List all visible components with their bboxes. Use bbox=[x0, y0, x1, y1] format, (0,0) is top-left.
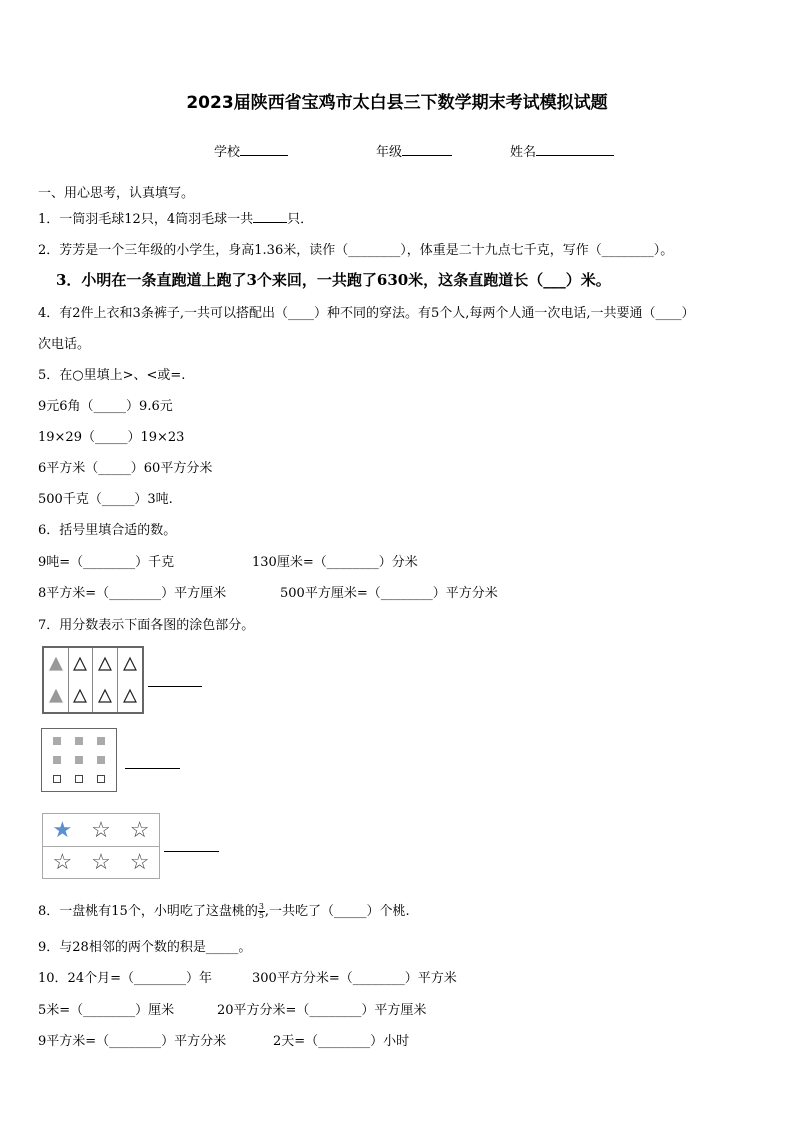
question-4-line-1: 4．有2件上衣和3条裤子,一共可以搭配出（____）种不同的穿法。有5个人,每两个人通一次电话,一共要通（____） bbox=[38, 306, 695, 321]
square-icon bbox=[53, 775, 61, 783]
triangle-icon bbox=[72, 656, 88, 672]
star-icon: ☆ bbox=[120, 846, 159, 878]
square-cell bbox=[90, 750, 112, 769]
figure-3-answer-blank[interactable] bbox=[164, 851, 219, 852]
question-5-item: 19×29（_____）19×23 bbox=[38, 430, 185, 445]
triangle-cell bbox=[118, 680, 143, 712]
question-1-blank[interactable] bbox=[253, 211, 287, 223]
school-field bbox=[214, 141, 288, 160]
section-heading: 一、用心思考，认真填写。 bbox=[38, 186, 195, 201]
filled-triangle-icon bbox=[48, 688, 64, 704]
page-title: 2023届陕西省宝鸡市太白县三下数学期末考试模拟试题 bbox=[186, 93, 608, 113]
question-1 bbox=[38, 208, 313, 227]
question-5: 5．在○里填上>、<或=. bbox=[38, 368, 186, 383]
grade-label: 年级 bbox=[376, 145, 403, 160]
question-6-item: 130厘米=（________）分米 bbox=[252, 555, 418, 570]
grade-blank[interactable] bbox=[402, 144, 452, 156]
filled-square-icon bbox=[97, 756, 105, 764]
question-5-item: 6平方米（_____）60平方分米 bbox=[38, 461, 213, 476]
question-8-text-end: ,一共吃了（_____）个桃. bbox=[264, 904, 410, 919]
question-10-item: 300平方分米=（________）平方米 bbox=[252, 971, 457, 986]
fraction-numerator: 3 bbox=[258, 902, 264, 911]
question-7: 7．用分数表示下面各图的涂色部分。 bbox=[38, 618, 255, 633]
question-10-item: 10．24个月=（________）年 bbox=[38, 971, 212, 986]
filled-square-icon bbox=[53, 756, 61, 764]
question-10-item: 9平方米=（________）平方分米 bbox=[38, 1034, 227, 1049]
name-blank[interactable] bbox=[536, 144, 614, 156]
question-8 bbox=[38, 900, 410, 920]
triangle-cell bbox=[118, 648, 143, 680]
question-10-item: 2天=（________）小时 bbox=[273, 1034, 410, 1049]
school-label: 学校 bbox=[214, 145, 241, 160]
grade-field bbox=[376, 141, 452, 160]
question-2: 2．芳芳是一个三年级的小学生，身高1.36米，读作（________），体重是二十九点七千克，写作（________）。 bbox=[38, 243, 674, 258]
square-cell bbox=[68, 750, 90, 769]
filled-square-icon bbox=[75, 737, 83, 745]
square-grid-figure bbox=[41, 728, 117, 792]
name-label: 姓名 bbox=[510, 145, 537, 160]
fraction bbox=[258, 903, 265, 920]
star-icon: ☆ bbox=[91, 817, 111, 843]
square-cell bbox=[46, 750, 68, 769]
square-cell bbox=[46, 731, 68, 750]
star-icon: ☆ bbox=[129, 817, 150, 843]
triangle-cell bbox=[69, 648, 94, 680]
triangle-icon bbox=[97, 688, 113, 704]
filled-square-icon bbox=[97, 737, 105, 745]
star-grid-figure bbox=[42, 813, 160, 879]
triangle-grid-figure bbox=[42, 646, 144, 714]
triangle-cell bbox=[93, 648, 118, 680]
question-3: 3．小明在一条直跑道上跑了3个来回，一共跑了630米，这条直跑道长（___）米。 bbox=[56, 271, 611, 289]
filled-triangle-icon bbox=[48, 656, 64, 672]
square-cell bbox=[90, 770, 112, 789]
name-field bbox=[510, 141, 614, 160]
question-9: 9．与28相邻的两个数的积是_____。 bbox=[38, 940, 252, 955]
question-5-item: 9元6角（_____）9.6元 bbox=[38, 399, 173, 414]
question-8-text: 8．一盘桃有15个，小明吃了这盘桃的 bbox=[38, 904, 258, 919]
square-cell bbox=[68, 731, 90, 750]
school-blank[interactable] bbox=[240, 144, 288, 156]
question-6: 6．括号里填合适的数。 bbox=[38, 523, 177, 538]
question-1-text: 1．一筒羽毛球12只，4筒羽毛球一共 bbox=[38, 212, 254, 227]
triangle-icon bbox=[122, 688, 138, 704]
question-4-line-2: 次电话。 bbox=[38, 337, 91, 352]
question-1-end: 只． bbox=[287, 212, 314, 227]
figure-1-answer-blank[interactable] bbox=[148, 686, 202, 687]
filled-star-icon: ★ bbox=[52, 817, 73, 843]
question-6-item: 8平方米=（________）平方厘米 bbox=[38, 586, 227, 601]
question-6-item: 9吨=（________）千克 bbox=[38, 555, 175, 570]
triangle-cell bbox=[44, 648, 69, 680]
question-10-item: 20平方分米=（________）平方厘米 bbox=[217, 1003, 427, 1018]
figure-2-answer-blank[interactable] bbox=[125, 768, 180, 769]
square-icon bbox=[75, 775, 83, 783]
question-10-item: 5米=（________）厘米 bbox=[38, 1003, 175, 1018]
filled-square-icon bbox=[53, 737, 61, 745]
triangle-icon bbox=[72, 688, 88, 704]
triangle-cell bbox=[93, 680, 118, 712]
square-icon bbox=[97, 775, 105, 783]
star-icon: ☆ bbox=[43, 846, 82, 878]
triangle-icon bbox=[122, 656, 138, 672]
square-cell bbox=[68, 770, 90, 789]
filled-square-icon bbox=[75, 756, 83, 764]
square-cell bbox=[90, 731, 112, 750]
triangle-cell bbox=[69, 680, 94, 712]
question-5-item: 500千克（_____）3吨. bbox=[38, 492, 173, 507]
star-icon: ☆ bbox=[82, 846, 121, 878]
fraction-denominator: 5 bbox=[258, 911, 264, 920]
square-cell bbox=[46, 770, 68, 789]
triangle-cell bbox=[44, 680, 69, 712]
question-6-item: 500平方厘米=（________）平方分米 bbox=[280, 586, 498, 601]
triangle-icon bbox=[97, 656, 113, 672]
